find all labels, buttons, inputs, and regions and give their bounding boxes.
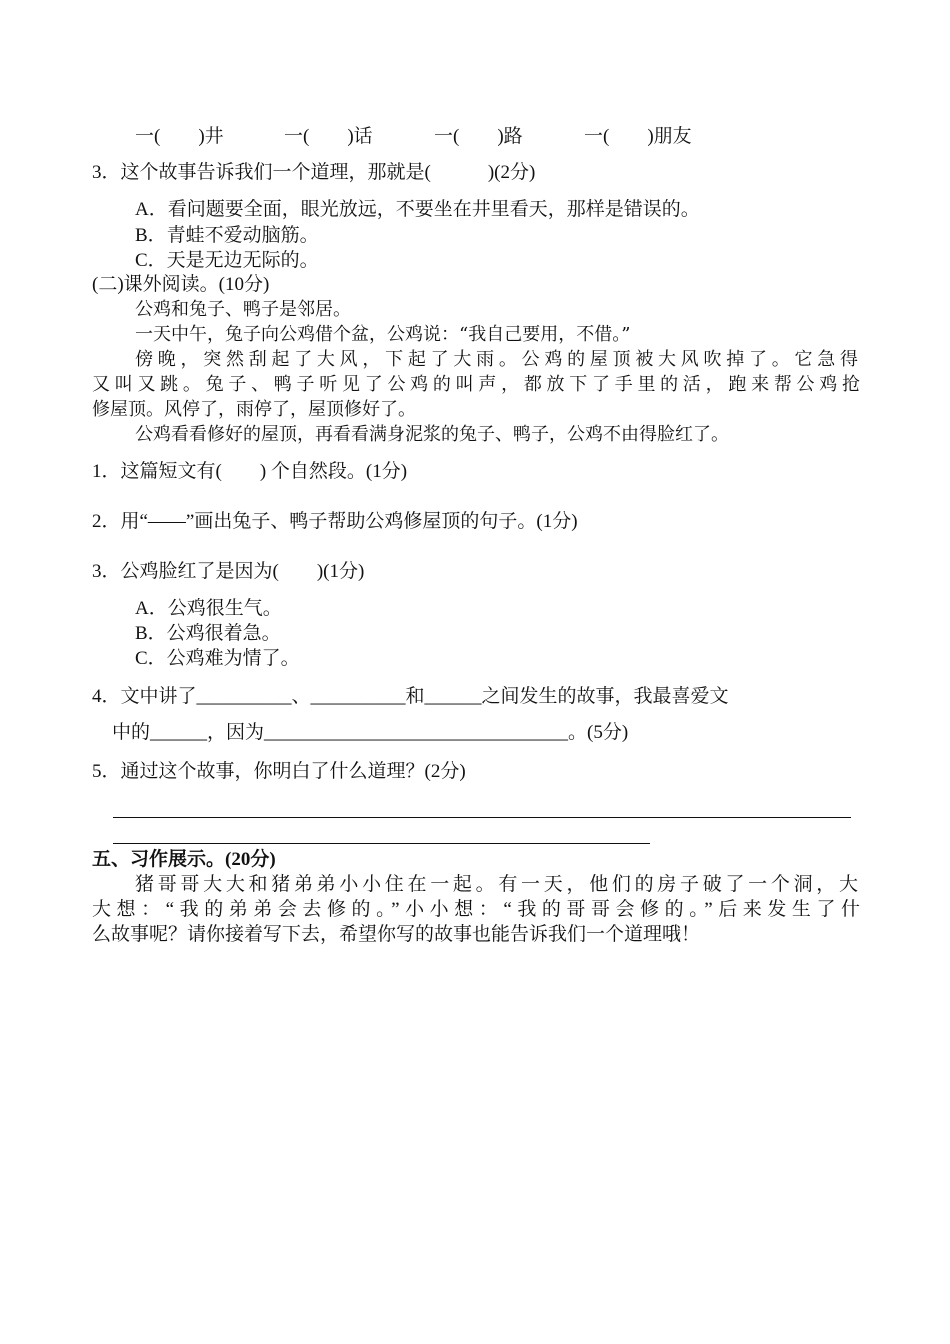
writing-prompt-line-3: 么故事呢？请你接着写下去，希望你写的故事也能告诉我们一个道理哦！ (92, 924, 701, 945)
question-4-line-2: 中的______，因为________________________________。(5分) (112, 722, 629, 743)
answer-line-1 (113, 817, 851, 818)
question-3: 3．这个故事告诉我们一个道理，那就是( )(2分) (92, 162, 536, 183)
question-1: 1．这篇短文有( ) 个自然段。(1分) (92, 461, 408, 482)
story-paragraph-3-line-3: 修屋顶。风停了，雨停了，屋顶修好了。 (92, 399, 416, 420)
section-heading: 五、习作展示。(20分) (92, 849, 276, 870)
answer-line-2 (113, 843, 650, 844)
story-paragraph-3-line-1: 傍晚，突然刮起了大风，下起了大雨。公鸡的屋顶被大风吹掉了。它急得 (135, 349, 858, 370)
fill-in-item-2: 一( )话 (284, 126, 373, 147)
option-b: B．青蛙不爱动脑筋。 (135, 225, 319, 246)
story-paragraph-4: 公鸡看看修好的屋顶，再看看满身泥浆的兔子、鸭子，公鸡不由得脸红了。 (135, 424, 729, 445)
option-a: A．公鸡很生气。 (135, 598, 282, 619)
question-5: 5．通过这个故事，你明白了什么道理？(2分) (92, 761, 466, 782)
writing-prompt-line-1: 猪哥哥大大和猪弟弟小小住在一起。有一天，他们的房子破了一个洞，大 (135, 874, 858, 895)
option-c: C．公鸡难为情了。 (135, 648, 300, 669)
question-4-line-1: 4．文中讲了__________、__________和______之间发生的故事，我最喜爱文 (92, 686, 729, 707)
writing-prompt-line-2: 大想：“我的弟弟会去修的。”小小想：“我的哥哥会修的。”后来发生了什 (92, 899, 860, 920)
story-paragraph-1: 公鸡和兔子、鸭子是邻居。 (135, 299, 351, 320)
option-c: C．天是无边无际的。 (135, 250, 319, 271)
option-b: B．公鸡很着急。 (135, 623, 281, 644)
option-a: A．看问题要全面，眼光放远，不要坐在井里看天，那样是错误的。 (135, 199, 700, 220)
question-3b: 3．公鸡脸红了是因为( )(1分) (92, 561, 365, 582)
fill-in-item-4: 一( )朋友 (584, 126, 692, 147)
story-paragraph-3-line-2: 又叫又跳。兔子、鸭子听见了公鸡的叫声，都放下了手里的活，跑来帮公鸡抢 (92, 374, 860, 395)
story-paragraph-2: 一天中午，兔子向公鸡借个盆，公鸡说：“我自己要用，不借。” (135, 324, 631, 345)
fill-in-item-3: 一( )路 (434, 126, 523, 147)
fill-in-item-1: 一( )井 (135, 126, 224, 147)
section-heading: (二)课外阅读。(10分) (92, 274, 270, 295)
question-2: 2．用“——”画出兔子、鸭子帮助公鸡修屋顶的句子。(1分) (92, 511, 578, 532)
